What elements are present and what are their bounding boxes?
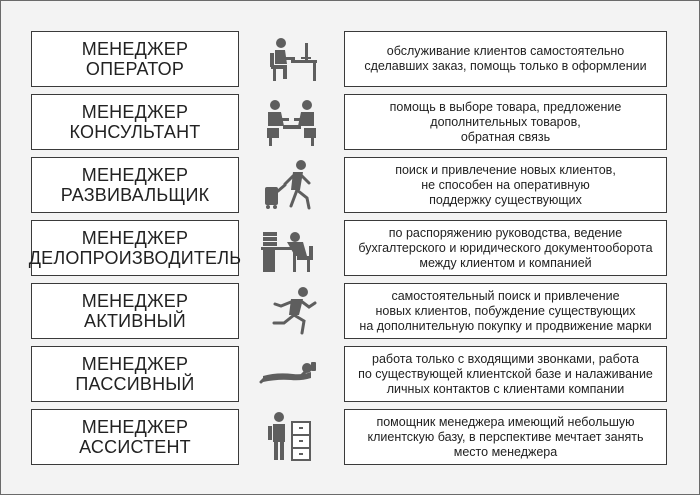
- role-title-line: МЕНЕДЖЕР: [81, 165, 189, 185]
- role-row-operator: [1, 31, 700, 87]
- role-title-line: МЕНЕДЖЕР: [81, 354, 189, 374]
- role-description-line: помощь в выборе товара, предложение: [389, 99, 622, 114]
- office-worker-at-desk-icon: [257, 31, 327, 87]
- worker-at-desk-with-papers-icon: [257, 220, 327, 276]
- role-description-box: [344, 346, 667, 402]
- role-title-box: [31, 409, 239, 465]
- two-people-consulting-icon: [257, 94, 327, 150]
- role-description-box: [344, 283, 667, 339]
- role-title-box: [31, 346, 239, 402]
- role-description-box: [344, 220, 667, 276]
- person-beside-filing-cabinet-icon: [257, 409, 327, 465]
- role-description-line: помощник менеджера имеющий небольшую: [376, 414, 635, 429]
- role-title-line: ОПЕРАТОР: [85, 59, 185, 79]
- role-description-line: бухгалтерского и юридического документооборота: [358, 240, 653, 255]
- role-description-line: дополнительных товаров,: [430, 114, 581, 129]
- role-description-line: обратная связь: [460, 129, 551, 144]
- running-person-icon: [257, 283, 327, 339]
- role-title-line: АКТИВНЫЙ: [84, 311, 186, 331]
- role-row-developer: [1, 157, 700, 213]
- role-row-passive: [1, 346, 700, 402]
- traveler-with-suitcase-icon: [257, 157, 327, 213]
- role-title-line: РАЗВИВАЛЬЩИК: [60, 185, 210, 205]
- role-title-line: МЕНЕДЖЕР: [81, 39, 189, 59]
- role-description-line: по существующей клиентской базе и налаживание: [358, 366, 653, 381]
- role-title-box: [28, 220, 242, 276]
- role-title-line: ДЕЛОПРОИЗВОДИТЕЛЬ: [28, 248, 242, 268]
- role-title-box: [31, 157, 239, 213]
- role-title-line: КОНСУЛЬТАНТ: [69, 122, 201, 142]
- role-description-line: по распоряжению руководства, ведение: [388, 225, 623, 240]
- role-description-line: обслуживание клиентов самостоятельно: [386, 44, 625, 58]
- role-description-box: [344, 94, 667, 150]
- role-title-line: МЕНЕДЖЕР: [81, 291, 189, 311]
- role-description-box: [344, 157, 667, 213]
- role-row-assistant: [1, 409, 700, 465]
- role-description-line: клиентскую базу, в перспективе мечтает занять: [367, 429, 644, 444]
- role-description-line: работа только с входящими звонками, работа: [372, 351, 639, 366]
- role-row-active: [1, 283, 700, 339]
- role-description-box: [344, 31, 667, 87]
- role-title-box: [31, 94, 239, 150]
- role-title-line: МЕНЕДЖЕР: [81, 102, 189, 122]
- role-description-line: место менеджера: [453, 444, 558, 459]
- role-description-line: между клиентом и компанией: [419, 255, 592, 270]
- lying-person-with-phone-icon: [257, 346, 327, 402]
- role-description-line: сделавших заказ, помощь только в оформлении: [364, 59, 647, 73]
- role-title-line: МЕНЕДЖЕР: [81, 417, 189, 437]
- role-description-line: поддержку существующих: [429, 192, 582, 207]
- role-row-clerk: [1, 220, 700, 276]
- role-title-box: [31, 31, 239, 87]
- role-title-line: ПАССИВНЫЙ: [75, 374, 195, 394]
- role-title-line: МЕНЕДЖЕР: [81, 228, 189, 248]
- role-description-line: самостоятельный поиск и привлечение: [391, 288, 620, 303]
- role-description-line: не способен на оперативную: [421, 177, 590, 192]
- role-description-line: на дополнительную покупку и продвижение марки: [359, 318, 652, 333]
- role-title-line: АССИСТЕНТ: [79, 437, 191, 457]
- role-description-line: личных контактов с клиентами компании: [386, 381, 625, 396]
- role-description-box: [344, 409, 667, 465]
- role-description-line: новых клиентов, побуждение существующих: [375, 303, 636, 318]
- role-row-consultant: [1, 94, 700, 150]
- role-title-box: [31, 283, 239, 339]
- role-description-line: поиск и привлечение новых клиентов,: [395, 162, 616, 177]
